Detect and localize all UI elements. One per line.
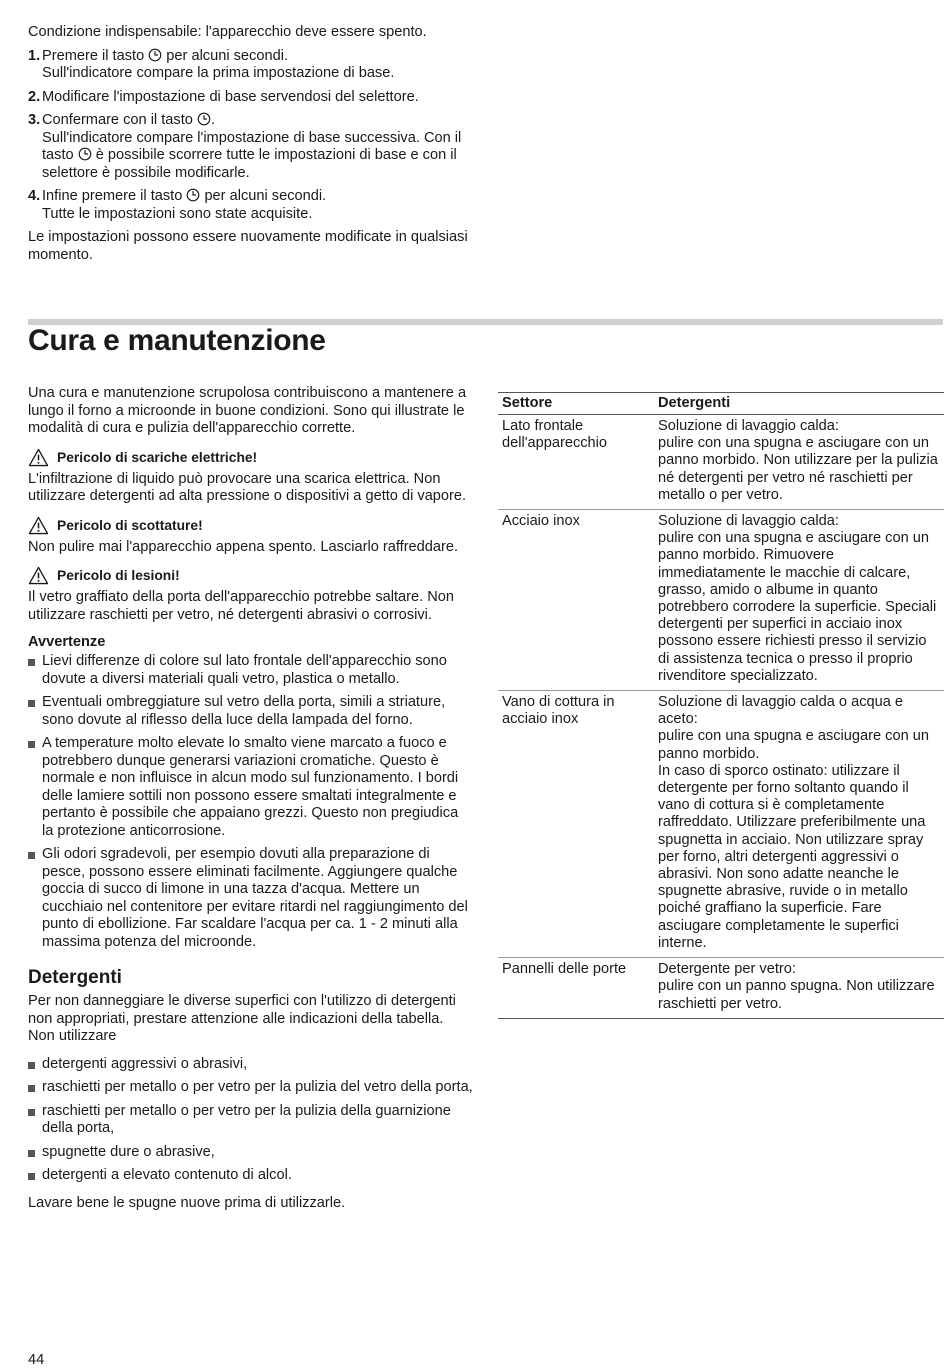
bullet-square-icon xyxy=(28,1109,35,1116)
detergents-closing: Lavare bene le spugne nuove prima di utilizzarle. xyxy=(28,1194,346,1211)
table-cell-area: Acciaio inox xyxy=(498,510,654,691)
table-cell-area: Pannelli delle porte xyxy=(498,958,654,1019)
warning-text: Il vetro graffiato della porta dell'apparecchio potrebbe saltare. Non utilizzare raschietti per vetro, né detergenti abrasivi o corrosivi. xyxy=(28,589,454,623)
list-item: A temperature molto elevate lo smalto viene marcato a fuoco e potrebbero dunque generarsi variazioni cromatiche. Questo è normale e non influisce in alcun modo sul funzionamento. I bordi delle lamiere sottili non possono essere smaltati integralmente e pertanto è possibile che appaiano grezzi. Questo non pregiudica la protezione anticorrosione. xyxy=(28,735,473,840)
left-column xyxy=(28,385,473,1222)
table-row xyxy=(498,415,944,510)
step-line: Confermare con il tasto . xyxy=(42,112,215,128)
bullet-square-icon xyxy=(28,741,35,748)
clock-icon xyxy=(186,188,200,202)
closing-text: Le impostazioni possono essere nuovamente modificate in qualsiasi momento. xyxy=(28,229,468,263)
detergents-list xyxy=(28,1056,473,1185)
bullet-square-icon xyxy=(28,1173,35,1180)
step-item xyxy=(28,89,468,107)
bullet-square-icon xyxy=(28,1150,35,1157)
step-line: Sull'indicatore compare l'impostazione di base successiva. Con il tasto è possibile scorrere tutte le impostazioni di base e con il selettore è possibile modificarle. xyxy=(42,129,462,181)
list-item: raschietti per metallo o per vetro per la pulizia della guarnizione della porta, xyxy=(28,1103,473,1138)
step-item xyxy=(28,188,468,223)
warning-title xyxy=(28,566,473,585)
table-header-row xyxy=(498,393,944,415)
clock-icon xyxy=(78,147,92,161)
warnings xyxy=(28,448,473,625)
step-line: Infine premere il tasto per alcuni secondi. xyxy=(42,188,327,204)
table-row xyxy=(498,510,944,691)
bullet-square-icon xyxy=(28,659,35,666)
table-cell-detergents: Soluzione di lavaggio calda: pulire con una spugna e asciugare con un panno morbido. Rimuovere immediatamente le macchie di calcare, grasso, amido o albume in quanto potrebbero corrodere la superficie. Speciali detergenti per superfici in acciaio inox possono essere richiesti presso il servizio di assistenza tecnica o presso il proprio rivenditore specializzato. xyxy=(654,510,944,691)
bullet-square-icon xyxy=(28,700,35,707)
notes-title: Avvertenze xyxy=(28,634,106,650)
list-item: Gli odori sgradevoli, per esempio dovuti alla preparazione di pesce, possono essere eliminati facilmente. Aggiungere qualche goccia di succo di limone in una tazza d'acqua. Mettere un cucchiaio nel contenitore per evitare ritardi nel raggiungimento del punto di ebollizione. Far scaldare l'acqua per ca. 1 - 2 minuti alla massima potenza del microonde. xyxy=(28,846,473,951)
detergents-intro: Per non danneggiare le diverse superfici con l'utilizzo di detergenti non appropriati, prestare attenzione alle indicazioni della tabella. Non utilizzare xyxy=(28,993,456,1044)
bullet-square-icon xyxy=(28,1085,35,1092)
step-item xyxy=(28,48,468,83)
detergents-title: Detergenti xyxy=(28,967,122,988)
warning-title xyxy=(28,448,473,467)
warning-icon xyxy=(28,566,49,585)
intro-block xyxy=(28,24,468,270)
step-number: 2. xyxy=(28,88,41,105)
list-item: detergenti a elevato contenuto di alcol. xyxy=(28,1167,473,1185)
header-detergents: Detergenti xyxy=(654,393,944,415)
page-title: Cura e manutenzione xyxy=(28,324,326,357)
warning-text: L'infiltrazione di liquido può provocare una scarica elettrica. Non utilizzare detergenti ad alta pressione o dispositivi a getto di vapore. xyxy=(28,470,467,504)
steps-list xyxy=(28,48,468,224)
warning-icon xyxy=(28,448,49,467)
table-cell-detergents: Soluzione di lavaggio calda o acqua e aceto: pulire con una spugna e asciugare con un panno morbido. In caso di sporco ostinato: utilizzare il detergente per forno soltanto quando il vano di cottura si è completamente raffreddato. Utilizzare preferibilmente una spugnetta in acciaio. Non utilizzare spray per forno, altri detergenti aggressivi o abrasivi. Non sono adatte neanche le spugnette abrasive, ruvide o in metallo poiché graffiano la superficie. Fare asciugare completamente le superfici interne. xyxy=(654,691,944,958)
bullet-square-icon xyxy=(28,852,35,859)
step-number: 3. xyxy=(28,112,41,128)
step-item xyxy=(28,112,468,182)
notes-list xyxy=(28,653,473,951)
step-line: Sull'indicatore compare la prima impostazione di base. xyxy=(42,65,395,81)
step-line: Premere il tasto per alcuni secondi. xyxy=(42,47,288,64)
warning-title-text: Pericolo di scariche elettriche! xyxy=(57,449,258,465)
care-intro: Una cura e manutenzione scrupolosa contribuiscono a mantenere a lungo il forno a microonde in buone condizioni. Sono qui illustrate le modalità di cura e pulizia dell'apparecchio corrette. xyxy=(28,385,467,436)
warning-text: Non pulire mai l'apparecchio appena spento. Lasciarlo raffreddare. xyxy=(28,538,459,555)
warning-title-text: Pericolo di lesioni! xyxy=(57,568,180,583)
table-row xyxy=(498,691,944,958)
clock-icon xyxy=(197,112,211,126)
table-cell-area: Lato frontale dell'apparecchio xyxy=(498,415,654,510)
table-cell-detergents: Detergente per vetro: pulire con un panno spugna. Non utilizzare raschietti per vetro. xyxy=(654,958,944,1019)
list-item: raschietti per metallo o per vetro per la pulizia del vetro della porta, xyxy=(28,1079,473,1097)
condition-text: Condizione indispensabile: l'apparecchio deve essere spento. xyxy=(28,24,427,40)
list-item: spugnette dure o abrasive, xyxy=(28,1144,473,1162)
list-item: detergenti aggressivi o abrasivi, xyxy=(28,1056,473,1074)
bullet-square-icon xyxy=(28,1062,35,1069)
warning-title-text: Pericolo di scottature! xyxy=(57,517,203,533)
cleaning-table xyxy=(498,392,944,1019)
table-cell-area: Vano di cottura in acciaio inox xyxy=(498,691,654,958)
page-number: 44 xyxy=(28,1352,45,1368)
step-line: Modificare l'impostazione di base servendosi del selettore. xyxy=(42,88,419,105)
step-line: Tutte le impostazioni sono state acquisite. xyxy=(42,205,313,222)
list-item: Lievi differenze di colore sul lato frontale dell'apparecchio sono dovute a diversi materiali quali vetro, plastica o metallo. xyxy=(28,653,473,688)
table-row xyxy=(498,958,944,1019)
warning-icon xyxy=(28,516,49,535)
list-item: Eventuali ombreggiature sul vetro della porta, simili a striature, sono dovute al riflesso della luce della lampada del forno. xyxy=(28,694,473,729)
header-area: Settore xyxy=(498,393,654,415)
clock-icon xyxy=(148,48,162,62)
table-cell-detergents: Soluzione di lavaggio calda: pulire con una spugna e asciugare con un panno morbido. Non utilizzare per la pulizia né detergenti per vetro né raschietti per metallo o per vetro. xyxy=(654,415,944,510)
step-number: 4. xyxy=(28,188,41,204)
step-number: 1. xyxy=(28,47,41,64)
warning-title xyxy=(28,516,473,535)
